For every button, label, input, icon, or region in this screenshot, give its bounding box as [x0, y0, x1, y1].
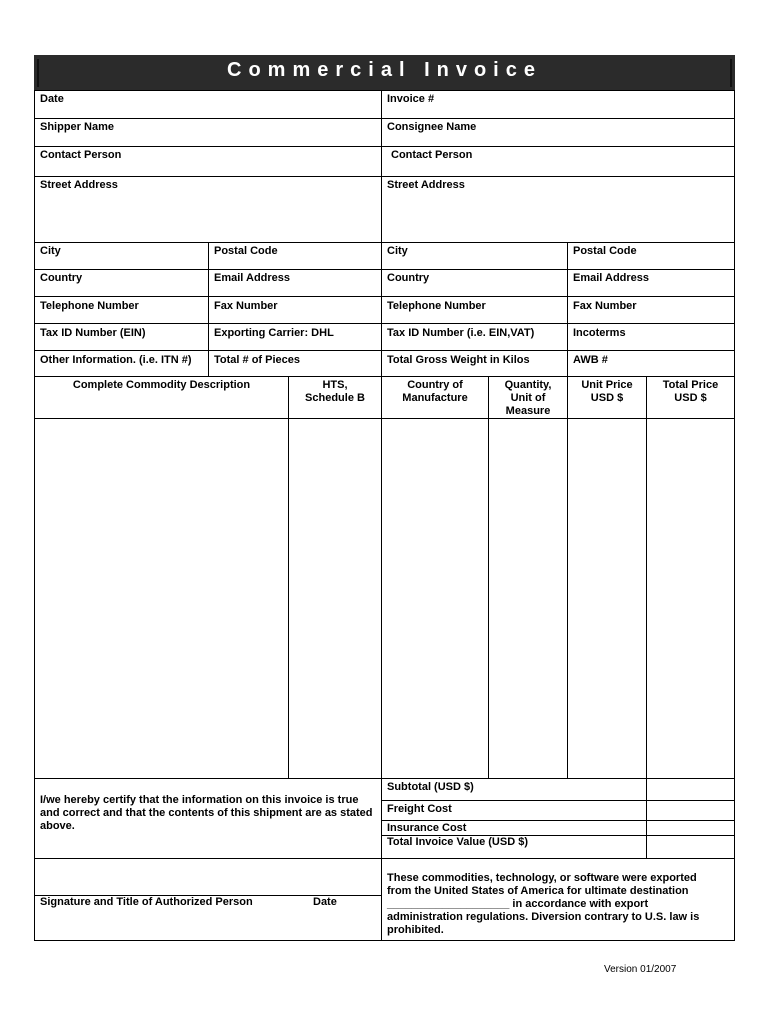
insurance-cost-value[interactable] — [646, 820, 735, 836]
consignee-city-field[interactable]: City — [381, 242, 568, 270]
consignee-tax-id-field[interactable]: Tax ID Number (i.e. EIN,VAT) — [381, 323, 568, 351]
quantity-column[interactable] — [488, 418, 568, 779]
invoice-number-field[interactable]: Invoice # — [381, 90, 735, 119]
signature-date-label: Date — [313, 896, 337, 908]
consignee-telephone-field[interactable]: Telephone Number — [381, 296, 568, 324]
header-country-of-manufacture: Country of Manufacture — [381, 376, 489, 419]
incoterms-field[interactable]: Incoterms — [567, 323, 735, 351]
other-information-field[interactable]: Other Information. (i.e. ITN #) — [34, 350, 209, 377]
shipper-email-field[interactable]: Email Address — [208, 269, 382, 297]
header-commodity-description: Complete Commodity Description — [34, 376, 289, 419]
hts-column[interactable] — [288, 418, 382, 779]
shipper-contact-person-field[interactable]: Contact Person — [34, 146, 382, 177]
subtotal-label: Subtotal (USD $) — [381, 778, 647, 801]
shipper-postal-code-field[interactable]: Postal Code — [208, 242, 382, 270]
total-invoice-value-label: Total Invoice Value (USD $) — [381, 835, 647, 859]
total-invoice-value[interactable] — [646, 835, 735, 859]
unit-price-column[interactable] — [567, 418, 647, 779]
consignee-email-field[interactable]: Email Address — [567, 269, 735, 297]
header-unit-price: Unit Price USD $ — [567, 376, 647, 419]
commodity-description-column[interactable] — [34, 418, 289, 779]
exporting-carrier-field[interactable]: Exporting Carrier: DHL — [208, 323, 382, 351]
total-pieces-field[interactable]: Total # of Pieces — [208, 350, 382, 377]
header-total-price: Total Price USD $ — [646, 376, 735, 419]
consignee-fax-field[interactable]: Fax Number — [567, 296, 735, 324]
shipper-city-field[interactable]: City — [34, 242, 209, 270]
freight-cost-value[interactable] — [646, 800, 735, 821]
shipper-tax-id-field[interactable]: Tax ID Number (EIN) — [34, 323, 209, 351]
total-gross-weight-field[interactable]: Total Gross Weight in Kilos — [381, 350, 568, 377]
date-field[interactable]: Date — [34, 90, 382, 119]
signature-label: Signature and Title of Authorized Person — [40, 896, 253, 908]
shipper-fax-field[interactable]: Fax Number — [208, 296, 382, 324]
awb-field[interactable]: AWB # — [567, 350, 735, 377]
signature-box[interactable] — [34, 858, 382, 941]
shipper-country-field[interactable]: Country — [34, 269, 209, 297]
consignee-country-field[interactable]: Country — [381, 269, 568, 297]
export-statement: These commodities, technology, or software were exported from the United States of America for ultimate destination ____________________ in accordance with export administration regulations. Diversion contrary to U.S. law is prohibited. — [381, 858, 735, 941]
consignee-postal-code-field[interactable]: Postal Code — [567, 242, 735, 270]
consignee-street-address-field[interactable]: Street Address — [381, 176, 735, 243]
shipper-name-field[interactable]: Shipper Name — [34, 118, 382, 147]
shipper-street-address-field[interactable]: Street Address — [34, 176, 382, 243]
version-label: Version 01/2007 — [604, 964, 677, 975]
shipper-telephone-field[interactable]: Telephone Number — [34, 296, 209, 324]
consignee-contact-person-field[interactable]: Contact Person — [381, 146, 735, 177]
certification-statement: I/we hereby certify that the information on this invoice is true and correct and that the contents of this shipment are as stated above. — [34, 778, 382, 859]
insurance-cost-label: Insurance Cost — [381, 820, 647, 836]
freight-cost-label: Freight Cost — [381, 800, 647, 821]
subtotal-value[interactable] — [646, 778, 735, 801]
country-of-manufacture-column[interactable] — [381, 418, 489, 779]
header-hts-schedule-b: HTS, Schedule B — [288, 376, 382, 419]
total-price-column[interactable] — [646, 418, 735, 779]
consignee-name-field[interactable]: Consignee Name — [381, 118, 735, 147]
invoice-title: Commercial Invoice — [34, 55, 735, 91]
header-quantity: Quantity, Unit of Measure — [488, 376, 568, 419]
